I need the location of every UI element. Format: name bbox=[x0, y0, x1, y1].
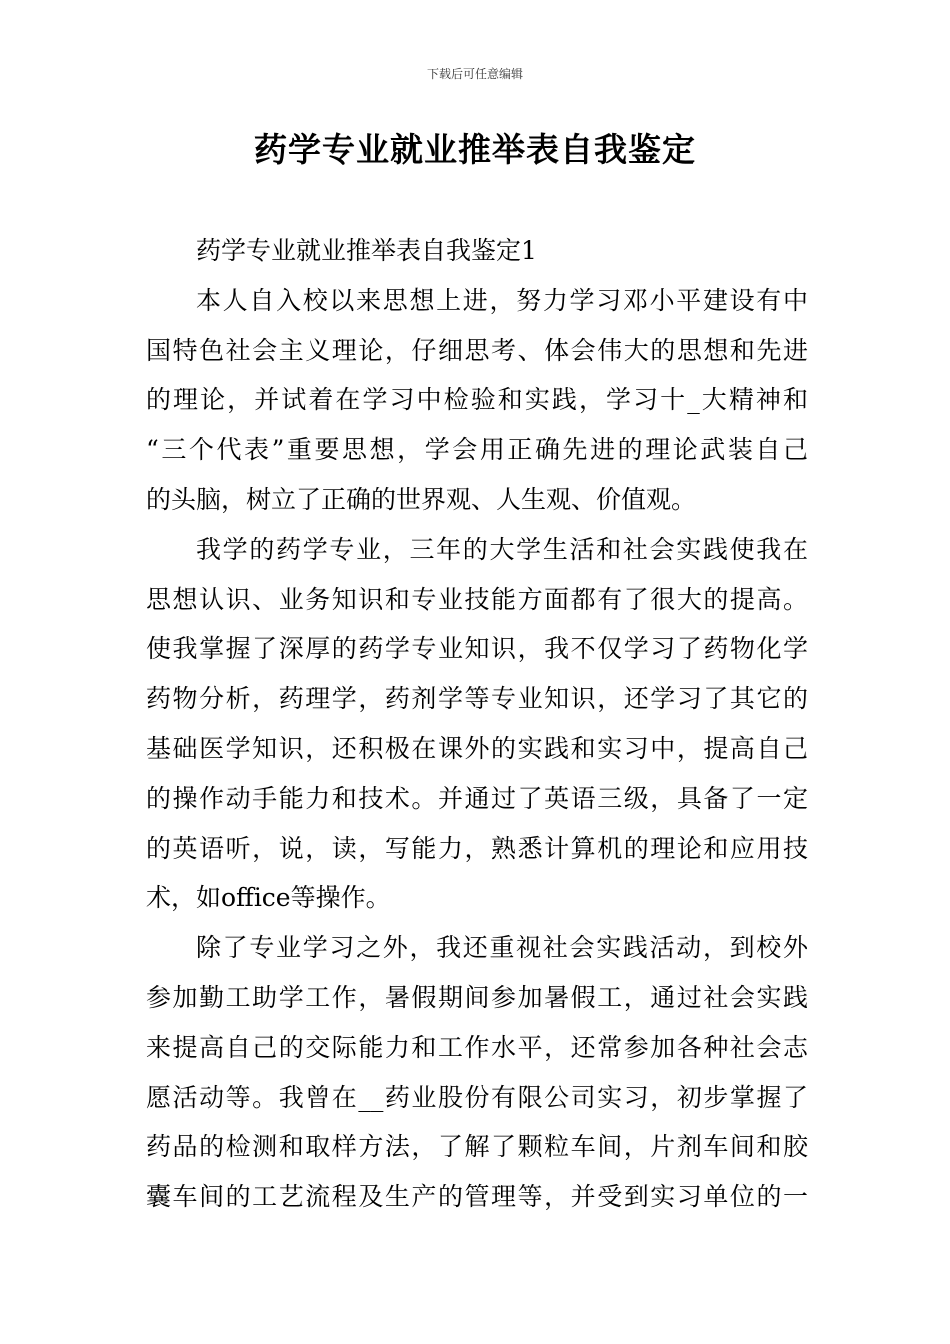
text-line: 来提高自己的交际能力和工作水平，还常参加各种社会志 bbox=[146, 1032, 808, 1062]
text-line: 的操作动手能力和技术。并通过了英语三级，具备了一定 bbox=[146, 783, 808, 813]
text-line: 囊车间的工艺流程及生产的管理等，并受到实习单位的一 bbox=[146, 1182, 808, 1212]
text-line: 药品的检测和取样方法，了解了颗粒车间，片剂车间和胶 bbox=[146, 1132, 808, 1162]
text-line: 药学专业就业推举表自我鉴定1 bbox=[196, 236, 537, 265]
text-line: 愿活动等。我曾在__药业股份有限公司实习，初步掌握了 bbox=[146, 1082, 808, 1112]
text-line: 的英语听，说，读，写能力，熟悉计算机的理论和应用技 bbox=[146, 833, 808, 863]
body-text bbox=[146, 226, 808, 1222]
text-line: 思想认识、业务知识和专业技能方面都有了很大的提高。 bbox=[146, 584, 808, 614]
header-note: 下载后可任意编辑 bbox=[426, 67, 523, 81]
text-line: 基础医学知识，还积极在课外的实践和实习中，提高自己 bbox=[146, 733, 808, 763]
text-line: 国特色社会主义理论，仔细思考、体会伟大的思想和先进 bbox=[146, 335, 808, 365]
text-line: 使我掌握了深厚的药学专业知识，我不仅学习了药物化学 bbox=[146, 634, 808, 664]
document-title: 药学专业就业推举表自我鉴定 bbox=[254, 130, 696, 169]
text-line: 我学的药学专业，三年的大学生活和社会实践使我在 bbox=[196, 534, 808, 564]
text-line: 术，如office等操作。 bbox=[146, 883, 391, 913]
text-line: “三个代表”重要思想，学会用正确先进的理论武装自己 bbox=[146, 435, 808, 465]
text-line: 参加勤工助学工作，暑假期间参加暑假工，通过社会实践 bbox=[146, 982, 808, 1012]
text-line: 的头脑，树立了正确的世界观、人生观、价值观。 bbox=[146, 484, 697, 514]
text-line: 本人自入校以来思想上进，努力学习邓小平建设有中 bbox=[196, 285, 808, 315]
text-line: 的理论，并试着在学习中检验和实践，学习十_大精神和 bbox=[146, 385, 808, 415]
text-line: 除了专业学习之外，我还重视社会实践活动，到校外 bbox=[196, 933, 808, 963]
text-line: 药物分析，药理学，药剂学等专业知识，还学习了其它的 bbox=[146, 684, 808, 714]
